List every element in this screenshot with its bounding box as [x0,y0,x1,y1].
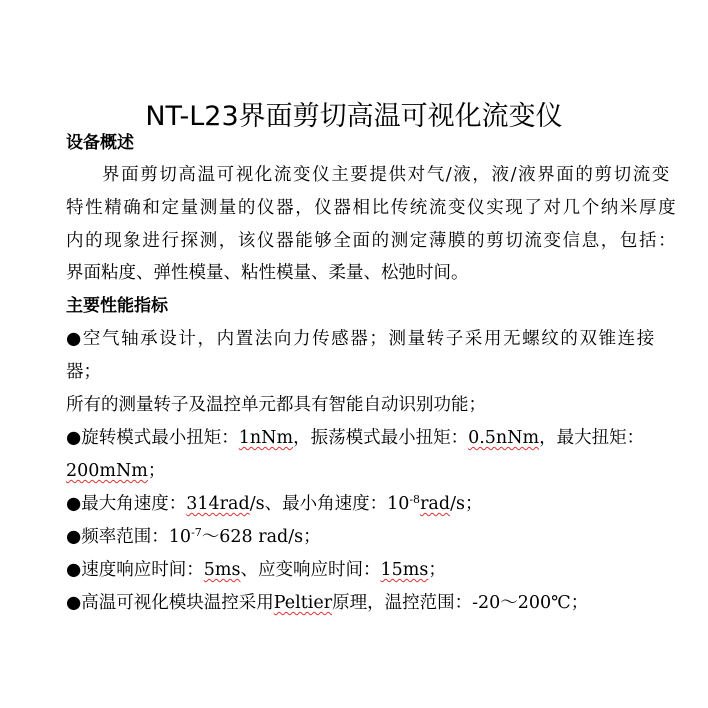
spec-text: ，最大扭矩： [539,428,645,448]
spec-text: 最大角速度： [81,494,187,514]
spec-item [66,328,656,350]
spec-text: 原理，温控范围：-20～200℃； [332,593,589,613]
spec-text: ； [147,461,166,481]
spec-item-cont: 器； [66,362,101,382]
paragraph-line: 界面剪切高温可视化流变仪主要提供对气/液，液/液界面的剪切流变 [102,165,671,185]
bullet-icon: ● [66,527,82,547]
spec-item [66,493,482,515]
spec-text: /s、最小角速度：10 [249,494,410,514]
page-title: NT-L23界面剪切高温可视化流变仪 [145,101,563,132]
spec-text: /s； [450,494,483,514]
spec-text: ； [428,560,446,580]
paragraph-line: 内的现象进行探测，该仪器能够全面的测定薄膜的剪切流变信息，包括： [66,231,678,251]
spec-value: 200mNm [66,461,148,481]
spec-value: 314rad [186,494,250,514]
spec-value: Peltier [273,593,333,613]
spec-text: 、应变响应时间： [240,560,381,580]
bullet-icon: ● [66,560,82,580]
bullet-icon: ● [66,593,82,613]
paragraph-line: 特性精确和定量测量的仪器，仪器相比传统流变仪实现了对几个纳米厚度 [66,198,678,218]
bullet-icon: ● [66,329,83,349]
spec-text: 频率范围：10 [81,527,192,547]
bullet-icon: ● [66,428,82,448]
spec-item [66,427,644,449]
spec-value: 1nNm [238,428,294,448]
spec-text: 高温可视化模块温控采用 [81,593,274,613]
exponent: -7 [191,526,202,539]
spec-value: 5ms [203,560,241,580]
spec-text: ，振荡模式最小扭矩： [293,428,469,448]
spec-value: 0.5nNm [468,428,540,448]
exponent: -8 [409,493,421,506]
spec-item: 所有的测量转子及温控单元都具有智能自动识别功能； [66,395,486,415]
spec-text: ～628 rad/s； [201,527,321,547]
spec-item [66,526,321,548]
paragraph-line: 界面粘度、弹性模量、粘性模量、柔量、松弛时间。 [66,263,469,283]
spec-item-cont [66,460,165,482]
spec-value: rad [420,494,451,514]
spec-text: 速度响应时间： [81,560,204,580]
spec-text: 旋转模式最小扭矩： [81,428,239,448]
spec-item [66,559,446,581]
section-heading-specs: 主要性能指标 [66,296,168,316]
spec-value: 15ms [380,560,429,580]
bullet-icon: ● [66,494,82,514]
spec-text: 空气轴承设计，内置法向力传感器；测量转子采用无螺纹的双锥连接 [82,329,656,349]
section-heading-overview: 设备概述 [66,133,134,153]
spec-item [66,592,588,614]
